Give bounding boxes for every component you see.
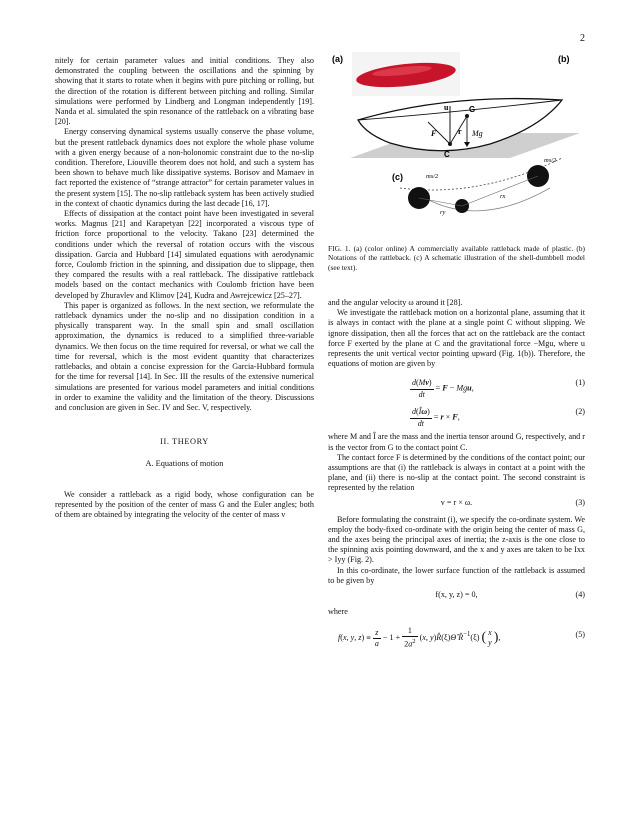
- section-heading: II. THEORY: [160, 437, 209, 447]
- right-column: [328, 298, 585, 653]
- equation-body: v = r × ω.: [440, 497, 473, 507]
- label-c: (c): [392, 172, 403, 182]
- page-number: 2: [580, 33, 585, 44]
- figure-caption: FIG. 1. (a) (color online) A commercially available rattleback made of plastic. (b) Notations of the rattleback. (c) A schematic illustration of the shell-dumbbell model (see text).: [328, 244, 585, 272]
- label-b: (b): [558, 54, 570, 64]
- paragraph: We consider a rattleback as a rigid body, whose configuration can be represented by the position of the center of mass G and the Euler angles; both of them are obtained by integrating the velocity of the center of mass v: [55, 489, 314, 519]
- figure-drawing: [330, 48, 585, 238]
- equation-number: (5): [575, 630, 585, 640]
- equation-number: (3): [575, 497, 585, 507]
- label-rx: rx: [500, 193, 506, 200]
- equation-5: f(x, y, z) ≡ $\frac{z}{a}$ − 1 + $\frac{1}{2a^2}$ (x, y)R̂(ξ)Θ̂ R̂$^{-1}$(ξ) ( x y ), (5): [338, 626, 585, 650]
- label-G: G: [469, 105, 476, 114]
- label-ry: ry: [440, 209, 446, 216]
- label-Mg: Mg: [472, 129, 483, 138]
- shell-outline: [425, 188, 550, 211]
- equation-number: (4): [575, 590, 585, 600]
- left-column: [55, 56, 314, 520]
- paragraph: where: [328, 607, 348, 617]
- equation-2: $\frac{d(Î\omega)}{dt}$ = r × F, (2): [412, 407, 585, 428]
- paragraph: and the angular velocity ω around it [28].: [328, 298, 463, 307]
- equation-3: [328, 497, 585, 512]
- equation-body: f(x, y, z) = 0,: [435, 590, 478, 600]
- figure-1: [330, 48, 585, 238]
- paragraph: The contact force F is determined by the conditions of the contact point; our assumptions are that (i) the rattleback is always in contact at a point with the plane, and (ii) there is no-slip at the contact point. The second constraint is represented by the relation: [328, 452, 585, 493]
- paragraph: In this co-ordinate, the lower surface function of the rattleback is assumed to be given by: [328, 565, 585, 585]
- rx-line: [462, 176, 538, 206]
- label-ms-left: ms/2: [426, 173, 439, 180]
- paragraph: We investigate the rattleback motion on a horizontal plane, assuming that it is always in contact with the plane at a single point C without slipping. We ignore dissipation, then all the forces that act on the rattleback are the contact force F exerted by the plane at C and the gravitational force −Mgu, where u represents the unit vertical vector pointing upward (Fig. 1(b)). Therefore, the equations of motion are given by: [328, 308, 585, 369]
- label-a: (a): [332, 54, 343, 64]
- paragraph: This paper is organized as follows. In the next section, we reformulate the rattleback dynamics under the no-slip and no dissipation condition in a physically transparent way. In the small spin and small oscillation approximation, the dynamics is reduced to a simplified three-variable dynamics. We then focus on the time required for reversal, or what we call the time for reversal, which is the most evident quantity that characterizes rattlebacks, and obtain a concise expression for the Garcia-Hubbard formula for the time for reversal [14]. In Sec. III the results of the extensive numerical simulations are presented for various model parameters and initial conditions in order to examine the validity and the limitation of the theory. Discussions and conclusion are given in Sec. IV and Sec. V, respectively.: [55, 300, 314, 412]
- equation-1: $\frac{d(Mv)}{dt}$ = F − Mgu, (1): [412, 378, 585, 399]
- label-r: r: [458, 127, 462, 136]
- center-of-mass-point: [465, 114, 469, 118]
- subsection-heading: A. Equations of motion: [145, 459, 224, 469]
- label-ms-right: ms/2: [544, 157, 557, 164]
- paragraph: where M and Î are the mass and the inertia tensor around G, respectively, and r is the vector from G to the contact point C.: [328, 432, 585, 452]
- paragraph: Before formulating the constraint (i), we specify the co-ordinate system. We employ the body-fixed co-ordinate with the origin being the center of mass G, and the axes being the principal axes of inertia; the z-axis is the one close to the spinning axis pointing downward, and the x and y axes are taken to be Ixx > Iyy (Fig. 2).: [328, 514, 585, 565]
- equation-4: [328, 589, 585, 604]
- contact-point: [448, 142, 452, 146]
- label-C: C: [444, 150, 450, 159]
- label-F: F: [431, 129, 437, 138]
- paragraph: nitely for certain parameter values and initial conditions. They also demonstrated the coupling between the oscillations and the spinning by showing that it starts to rotate when it begins with pure pitching or rolling, but the direction of the rotation is different between pitching and rolling. Similar simulations were performed by Lindberg and Longman independently [19]. Nanda et al. simulated the spin resonance of the rattleback on a vibrating base [20].: [55, 56, 314, 127]
- equation-number: (2): [575, 407, 585, 417]
- paragraph: Energy conserving dynamical systems usually conserve the phase volume, but the present rattleback dynamics does not explore the whole phase volume with a given energy because of a non-holonomic constraint due to the no-slip condition. Therefore, Liouville theorem does not hold, and such a system has been shown to behave much like dissipative systems. Borisov and Mamaev in fact reported the existence of “strange attractor” for certain parameter values in the present system [15]. The no-slip rattleback system has been actively studied in the context of chaotic dynamics during the last decade [16, 17].: [55, 127, 314, 208]
- equation-number: (1): [575, 378, 585, 388]
- paragraph: Effects of dissipation at the contact point have been investigated in several works. Magnus [21] and Karapetyan [22] incorporated a viscous type of friction force proportional to the velocity. Takano [23] determined the conditions under which the reversal of rotation occurs with the viscous dissipation. Garcia and Hubbard [14] simulated equations with aerodynamic force, Coulomb friction in the spinning, and dissipation due to slippage, then they compared the results with a real rattleback. The dissipative rattleback models based on the contact mechanics with Coulomb friction have been developed by Zhuravlev and Klimov [24], Kudra and Awrejcewicz [25–27].: [55, 209, 314, 300]
- label-u: u: [444, 103, 449, 112]
